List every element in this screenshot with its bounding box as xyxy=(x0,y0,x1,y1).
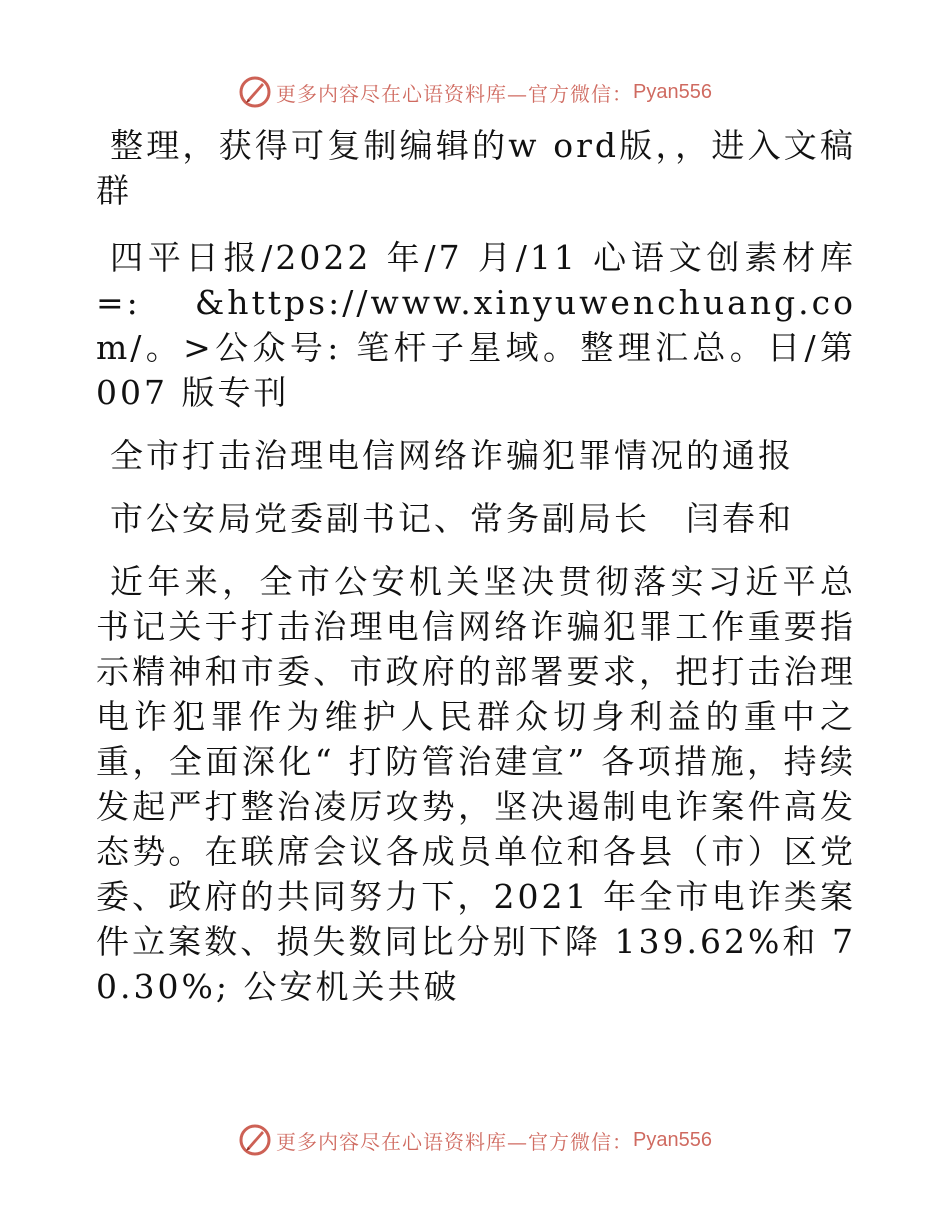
body-paragraph: 近年来，全市公安机关坚决贯彻落实习近平总书记关于打击治理电信网络诈骗犯罪工作重要指示精神和市委、市政府的部署要求，把打击治理电诈犯罪作为维护人民群众切身利益的重中之重，全面深化“ 打防管治建宣” 各项措施，持续发起严打整治凌厉攻势，坚决遏制电诈案件高发态势。在联席会议各成员单位和各县（市）区党委、政府的共同努力下，2021 年全市电诈类案件立案数、损失数同比分别下降 139.62%和 70.30%; 公安机关共破 xyxy=(96,562,856,1006)
watermark-footer xyxy=(0,1120,950,1160)
document-content xyxy=(96,123,856,1009)
watermark-wechat-id: Pyan556 xyxy=(633,1128,712,1151)
quill-circle-icon xyxy=(238,75,272,109)
watermark-wechat-id: Pyan556 xyxy=(633,80,712,103)
source-line: 四平日报/2022 年/7 月/11 心语文创素材库=: &https://www.xinyuwenchuang.com/。>公众号: 笔杆子星域。整理汇总。日/第 007 版专刊 xyxy=(96,238,856,412)
article-author: 市公安局党委副书记、常务副局长 闫春和 xyxy=(110,499,794,538)
watermark-text: 更多内容尽在心语资料库—官方微信： xyxy=(276,81,634,106)
article-title: 全市打击治理电信网络诈骗犯罪情况的通报 xyxy=(110,436,794,475)
watermark-text: 更多内容尽在心语资料库—官方微信： xyxy=(276,1129,634,1154)
watermark-header xyxy=(0,72,950,112)
quill-circle-icon xyxy=(238,1123,272,1157)
intro-paragraph: 整理，获得可复制编辑的w ord版，，进入文稿群 xyxy=(96,126,856,210)
